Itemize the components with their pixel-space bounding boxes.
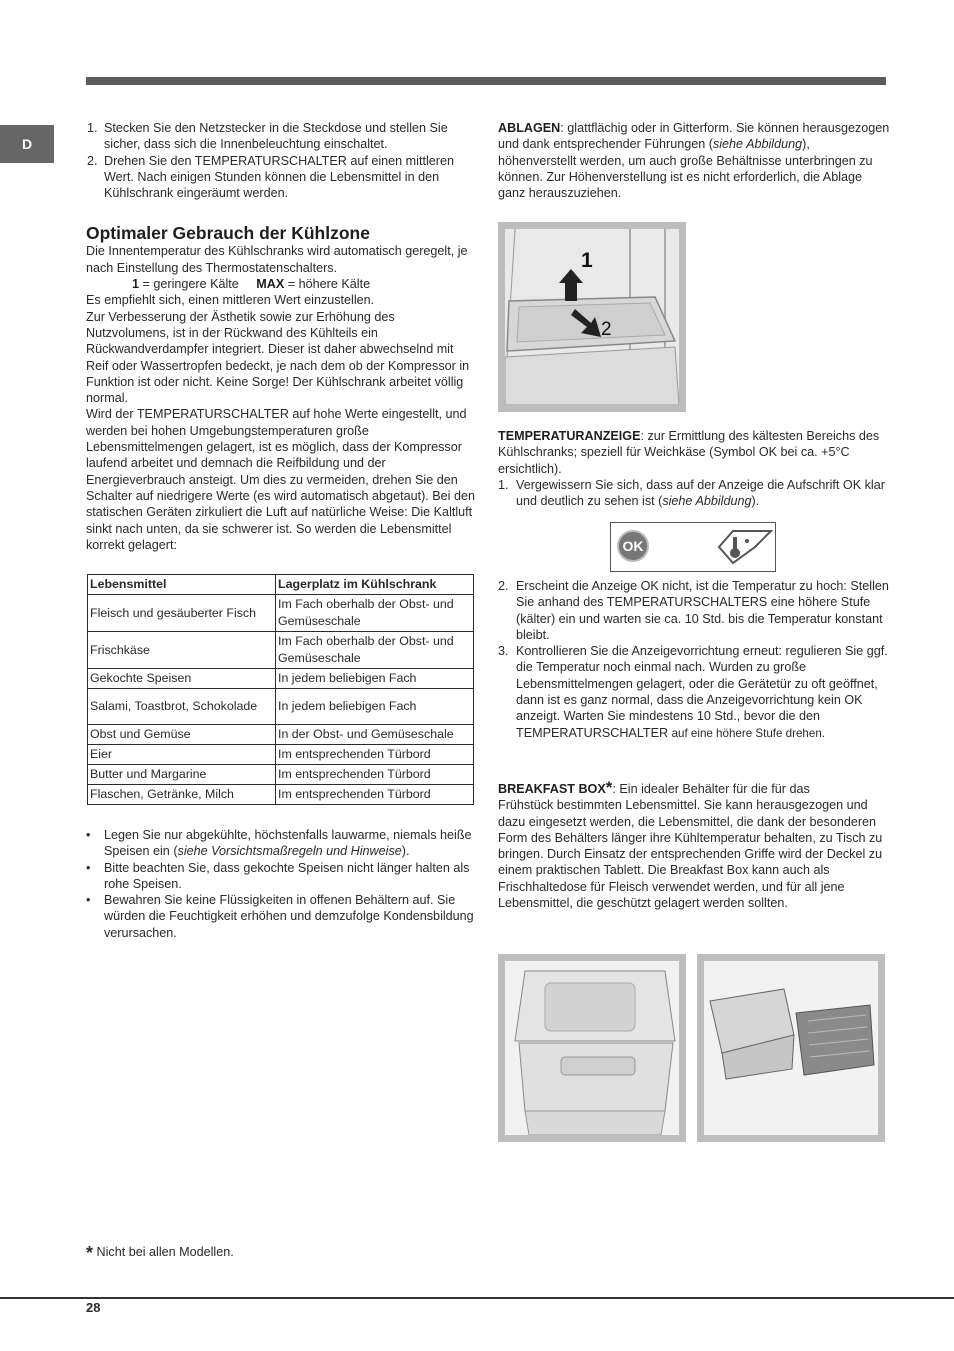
list-item: • Legen Sie nur abgekühlte, höchstenfalls lauwarme, niemals heiße Speisen ein (siehe Vorsichtsmaßregeln und Hinweise). — [86, 828, 472, 859]
table-header-row — [88, 575, 474, 595]
table-row: Gekochte Speisen In jedem beliebigen Fach — [88, 669, 474, 689]
table-row: Flaschen, Getränke, Milch Im entsprechenden Türbord — [88, 785, 474, 805]
temperature-indicator-image — [610, 522, 776, 572]
breakfast-tray-drawing — [704, 961, 878, 1135]
language-tab — [0, 125, 54, 163]
ok-symbol: OK — [617, 530, 649, 562]
thermometer-icon — [715, 527, 773, 567]
shelf-illustration — [498, 222, 686, 412]
language-code: D — [21, 135, 33, 152]
paragraph: Wird der TEMPERATURSCHALTER auf hohe Werte eingestellt, und werden bei hohen Umgebungstemperaturen große Lebensmittelmengen gelagert, ist es möglich, dass der Kompressor laufend arbeitet und demnach die Reifbildung und der Energieverbrauch ansteigt. Um dies zu vermeiden, drehen Sie den Schalter auf niedrigere Werte (es wird automatisch abgetaut). Bei den statischen Geräten zirkuliert die Luft auf natürliche Weise: Die Kaltluft sinkt nach unten, da sie schwerer ist. So werden die Lebensmittel korrekt gelagert: — [86, 407, 475, 552]
list-item: 2. Erscheint die Anzeige OK nicht, ist die Temperatur zu hoch: Stellen Sie anhand des TEMPERATURSCHALTERS eine höhere Stufe (kälter) ein und warten sie ca. 10 Std. bis die Temperatur konstant bleibt. — [498, 579, 889, 642]
breakfast-box-section — [498, 780, 890, 911]
table-row: Obst und Gemüse In der Obst- und Gemüseschale — [88, 725, 474, 745]
list-item: 1. Stecken Sie den Netzstecker in die Steckdose und stellen Sie sicher, dass sich die Innenbeleuchtung einschaltet. — [87, 121, 448, 152]
list-item: 2. Drehen Sie den TEMPERATURSCHALTER auf einen mittleren Wert. Nach einigen Stunden können die Lebensmittel in den Kühlschrank eingeräumt werden. — [87, 153, 454, 201]
paragraph: BREAKFAST BOX*: Ein idealer Behälter für die für das — [498, 778, 810, 797]
table-row: Butter und Margarine Im entsprechenden Türbord — [88, 765, 474, 785]
list-item: 3. Kontrollieren Sie die Anzeigevorrichtung erneut: regulieren Sie ggf. die Temperatur noch einmal nach. Wurden zu große Lebensmittelmengen gelagert, oder die Gerätetür zu oft geöffnet, dann ist es ganz normal, dass die Anzeigevorrichtung kein OK anzeigt. Warten Sie mindestens 10 Std., bevor die den TEMPERATURSCHALTER auf eine höhere Stufe drehen. — [498, 644, 888, 740]
paragraph: ABLAGEN: glattflächig oder in Gitterform. Sie können herausgezogen und dank entsprechender Führungen (siehe Abbildung), höhenverstellt werden, um auch große Behältnisse unterbringen zu können. Zur Höhenverstellung ist es nicht erforderlich, die Ablage ganz herauszuziehen. — [498, 121, 890, 201]
breakfast-box-and-tray-image — [697, 954, 885, 1142]
breakfast-box-in-fridge-image — [498, 954, 686, 1142]
storage-tips — [86, 827, 476, 941]
arrow-label-1: 1 — [581, 249, 593, 272]
shelves-section — [498, 120, 890, 201]
intro-paragraph: Die Innentemperatur des Kühlschranks wird automatisch geregelt, je nach Einstellung des Thermostatenschalters. — [86, 244, 468, 275]
paragraph: TEMPERATURANZEIGE: zur Ermittlung des kältesten Bereichs des Kühlschranks; speziell für Weichkäse (Symbol OK bei ca. +5°C ersichtlich). — [498, 429, 880, 476]
table-row: Fleisch und gesäuberter Fisch Im Fach oberhalb der Obst- und Gemüseschale — [88, 595, 474, 632]
food-storage-table — [87, 574, 474, 805]
section-heading: Optimaler Gebrauch der Kühlzone — [86, 223, 370, 244]
column-header: Lagerplatz im Kühlschrank — [276, 575, 474, 595]
temperature-indicator-section — [498, 428, 890, 509]
list-item: 1. Vergewissern Sie sich, dass auf der Anzeige die Aufschrift OK klar und deutlich zu sehen ist (siehe Abbildung). — [498, 477, 885, 509]
thermostat-scale: 1 = geringere Kälte MAX = höhere Kälte — [132, 277, 371, 292]
paragraph: Frühstück bestimmten Lebensmittel. Sie kann herausgezogen und dazu eingesetzt werden, die Lebensmittel, die dank der besonderen Form des Behälters länger ihre Kühltemperatur behalten, zu Tisch zu bringen. Durch Einsatz der entsprechenden Griffe wird der Deckel zu einem praktischen Tablett. Die Breakfast Box kann auch als Frischhaltedose für Fleisch verwendet werden, und für all jene Lebensmittel, die geschützt gelagert werden sollten. — [498, 798, 883, 911]
temperature-steps — [498, 578, 890, 742]
bottom-rule — [0, 1297, 954, 1299]
left-column — [86, 120, 478, 553]
column-header: Lebensmittel — [88, 575, 276, 595]
table-row: Eier Im entsprechenden Türbord — [88, 745, 474, 765]
paragraph: Es empfiehlt sich, einen mittleren Wert einzustellen. — [86, 293, 375, 308]
setup-steps — [86, 120, 478, 201]
top-rule — [86, 77, 886, 85]
list-item: • Bitte beachten Sie, dass gekochte Speisen nicht länger halten als rohe Speisen. — [86, 860, 470, 891]
table-row: Salami, Toastbrot, Schokolade In jedem beliebigen Fach — [88, 689, 474, 725]
list-item: • Bewahren Sie keine Flüssigkeiten in offenen Behältern auf. Sie würden die Feuchtigkeit erhöhen und demzufolge Kondensbildung verursachen. — [86, 893, 474, 940]
paragraph: Zur Verbesserung der Ästhetik sowie zur Erhöhung des Nutzvolumens, ist in der Rückwand des Kühlteils ein Rückwandverdampfer integriert. Dieser ist daher abwechselnd mit Reif oder Wassertropfen bedeckt, je nach dem ob der Kompressor in Funktion ist oder nicht. Keine Sorge! Der Kühlschrank arbeitet völlig normal. — [86, 309, 470, 406]
table-row: Frischkäse Im Fach oberhalb der Obst- und Gemüseschale — [88, 632, 474, 669]
footnote: * Nicht bei allen Modellen. — [86, 1243, 234, 1263]
arrow-label-2: 2 — [601, 319, 612, 340]
breakfast-box-drawing — [505, 961, 679, 1135]
page-number: 28 — [86, 1300, 101, 1315]
